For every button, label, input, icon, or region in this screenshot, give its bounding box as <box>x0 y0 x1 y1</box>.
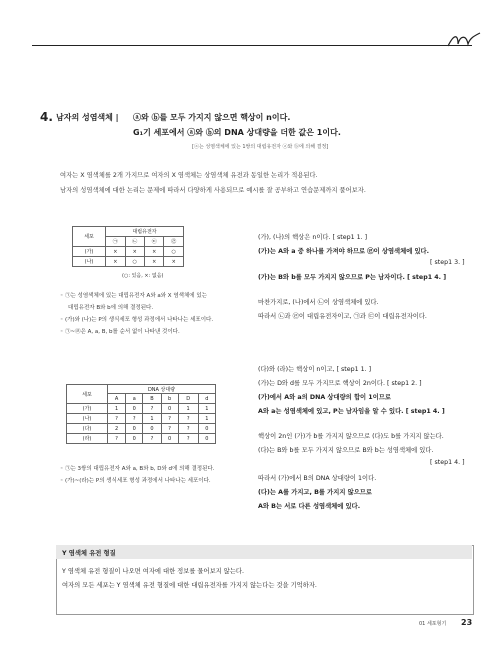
section-title: 남자의 성염색체 | <box>56 113 119 122</box>
table1-col-header: ㉡ <box>125 237 144 247</box>
example1-note: 대립유전자 B와 b에 의해 결정된다. <box>68 305 154 311</box>
intro-line-2: 남자의 성염색체에 대한 논리는 문제에 따라서 다양하게 사용되므로 예시를 잘 공부하고 연습문제까지 풀어보자. <box>60 187 366 194</box>
tip-box-header <box>56 545 472 559</box>
example2-note: ◦ ㉠는 3쌍의 대립유전자 A와 a, B와 b, D와 d에 의해 결정된다. <box>60 466 215 472</box>
explain1-line: 마찬가지로, (나)에서 ㉡이 상염색체에 있다. <box>258 299 379 306</box>
explain2-line: 핵상이 2n인 (가)가 b를 가지지 않으므로 (다)도 b를 가지지 않는다. <box>258 433 444 440</box>
header-rule <box>32 45 472 46</box>
table-row <box>67 424 216 434</box>
table2-cell: ? <box>161 414 178 424</box>
section-rule-line2: G₁기 세포에서 ⓐ와 ⓑ의 DNA 상대량을 더한 값은 1이다. <box>133 128 341 137</box>
example1-note: ◦ ㉠~㉣은 A, a, B, b를 순서 없이 나타낸 것이다. <box>60 329 180 335</box>
explain1-line: (가)는 B와 b를 모두 가지지 않으므로 P는 남자이다. [ step1 4. ] <box>258 274 447 281</box>
page-number: 23 <box>461 618 473 627</box>
table-row <box>73 257 184 267</box>
table1-row-label: (가) <box>73 247 106 257</box>
tip-box-line: 여자의 모든 세포는 Y 염색체 유전 형질에 대한 대립유전자를 가지지 않는다는 것을 기억하자. <box>62 582 317 589</box>
table2-col-header: a <box>126 394 143 404</box>
table2-col-header: B <box>143 394 161 404</box>
table2-cell: 1 <box>198 414 215 424</box>
table2-cell: 0 <box>198 434 215 444</box>
table2-cell: 0 <box>161 404 178 414</box>
explain2-line: (다)와 (라)는 핵상이 n이고, [ step1 1. ] <box>258 366 372 373</box>
table1-col-header: ㉠ <box>106 237 125 247</box>
table2-cell: 1 <box>198 404 215 414</box>
table2-cell: ? <box>178 424 198 434</box>
table-row <box>73 247 184 257</box>
table2-cell: ? <box>161 424 178 434</box>
table2-cell: ? <box>108 434 126 444</box>
table1-cell: ○ <box>164 247 184 257</box>
table1-cell: × <box>144 247 163 257</box>
table2-cell: 0 <box>126 434 143 444</box>
table2-cell: 1 <box>108 404 126 414</box>
explain2-line: A와 a는 성염색체에 있고, P는 남자임을 알 수 있다. [ step1 4. ] <box>258 408 445 415</box>
explain1-line: (가), (나)의 핵상은 n이다. [ step1 1. ] <box>258 234 368 241</box>
table2-cell: ? <box>143 404 161 414</box>
table2-cell: ? <box>178 434 198 444</box>
table1-cell: × <box>106 257 125 267</box>
footer-chapter-label: 01 세포형기 <box>419 621 447 627</box>
table-row <box>67 404 216 414</box>
table2-cell: 2 <box>108 424 126 434</box>
table1-legend: (○: 있음, ×: 없음) <box>122 273 164 279</box>
explain2-line: (다)는 A를 가지고, B를 가지지 않으므로 <box>258 489 372 496</box>
table2-cell: 1 <box>143 414 161 424</box>
example1-note: ◦ (가)와 (나)는 P의 생식세포 형성 과정에서 나타나는 세포이다. <box>60 317 214 323</box>
section-number: 4. <box>40 110 53 124</box>
publisher-logo-mark <box>446 30 482 50</box>
table2-row-label: (라) <box>67 434 108 444</box>
explain2-line: 따라서 (가)에서 B의 DNA 상대량이 1이다. <box>258 475 377 482</box>
table1-group-header: 대립유전자 <box>106 227 184 237</box>
table2-cell: 1 <box>178 404 198 414</box>
intro-line-1: 여자는 X 염색체를 2개 가지므로 여자의 X 염색체는 상염색체 유전과 동일한 논리가 적용된다. <box>60 172 318 179</box>
table2-cell: 0 <box>126 404 143 414</box>
table1-row-label: (나) <box>73 257 106 267</box>
tip-box-line: Y 염색체 유전 형질이 나오면 여자에 대한 정보를 물어보지 않는다. <box>62 568 245 575</box>
table2-col-header: A <box>108 394 126 404</box>
table2-col-header: D <box>178 394 198 404</box>
table1-cell: × <box>144 257 163 267</box>
dna-amount-table <box>66 384 216 444</box>
table2-cell: ? <box>126 414 143 424</box>
table2-header-cell: 세포 <box>67 385 108 404</box>
table2-cell: 0 <box>143 424 161 434</box>
table1-cell: ○ <box>125 257 144 267</box>
table2-row-label: (가) <box>67 404 108 414</box>
table1-col-header: ㉢ <box>144 237 163 247</box>
table-row <box>67 434 216 444</box>
table-row <box>67 414 216 424</box>
explain2-line: (가)에서 A와 a의 DNA 상대량의 합이 1이므로 <box>258 394 391 401</box>
section-note: [ⓐ는 성염색체에 있는 1쌍의 대립유전자 ⓐ와 ⓑ에 의해 결정] <box>192 144 329 150</box>
table2-cell: 0 <box>198 424 215 434</box>
table2-cell: ? <box>108 414 126 424</box>
explain2-line: (다)는 B와 b를 모두 가지지 않으므로 B와 b는 성염색체에 있다. <box>258 447 434 454</box>
explain2-line: A와 B는 서로 다른 성염색체에 있다. <box>258 503 361 510</box>
tip-box-title: Y 염색체 유전 형질 <box>62 550 116 557</box>
allele-presence-table <box>72 226 184 267</box>
table1-col-header: ㉣ <box>164 237 184 247</box>
explain2-line: [ step1 4. ] <box>430 459 465 466</box>
table2-cell: 0 <box>126 424 143 434</box>
example2-note: ◦ (가)~(라)는 P의 생식세포 형성 과정에서 나타나는 세포이다. <box>60 478 211 484</box>
table1-cell: × <box>164 257 184 267</box>
table2-row-label: (다) <box>67 424 108 434</box>
table2-cell: ? <box>178 414 198 424</box>
table2-row-label: (나) <box>67 414 108 424</box>
table1-cell: × <box>125 247 144 257</box>
explain1-line: [ step1 3. ] <box>430 259 465 266</box>
explain2-line: (가)는 D와 d를 모두 가지므로 핵상이 2n이다. [ step1 2. ] <box>258 380 422 387</box>
example1-note: ◦ ㉠는 성염색체에 있는 대립유전자 A와 a와 X 염색체에 있는 <box>60 293 207 299</box>
explain1-line: 따라서 ㉡과 ㉣이 대립유전자이고, ㉠과 ㉢이 대립유전자이다. <box>258 313 427 320</box>
table1-header-cell: 세포 <box>73 227 106 247</box>
table2-col-header: d <box>198 394 215 404</box>
explain1-line: (가)는 A와 a 중 하나를 가져야 하므로 ㉣이 상염색체에 있다. <box>258 248 430 255</box>
table1-cell: × <box>106 247 125 257</box>
table2-cell: 0 <box>161 434 178 444</box>
table2-cell: ? <box>143 434 161 444</box>
table2-col-header: b <box>161 394 178 404</box>
section-rule-line1: ⓐ와 ⓑ를 모두 가지지 않으면 핵상이 n이다. <box>133 113 291 122</box>
table2-group-header: DNA 상대량 <box>108 385 216 394</box>
